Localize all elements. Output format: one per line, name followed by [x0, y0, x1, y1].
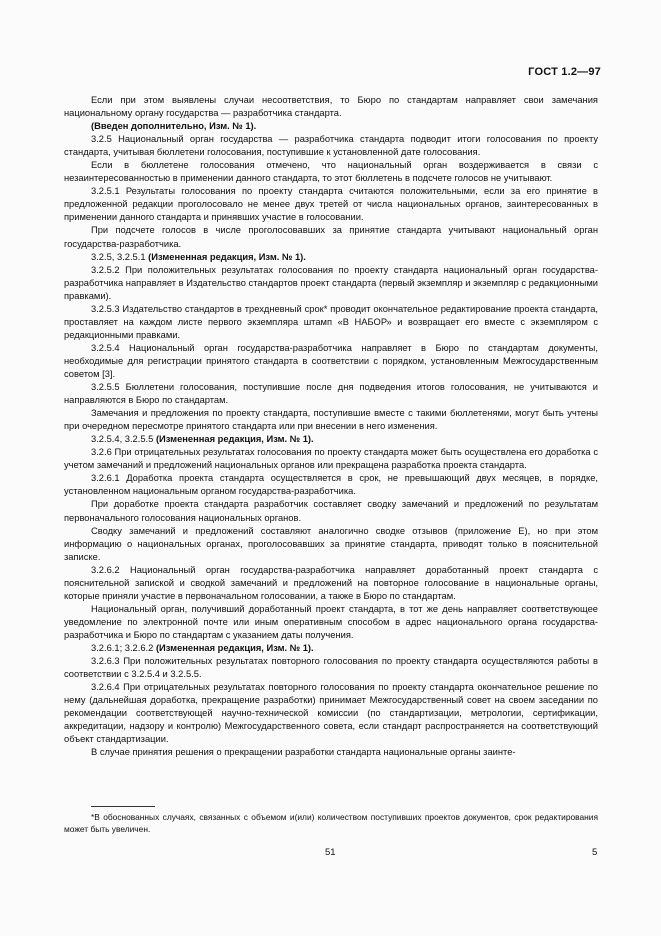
document-code-header: ГОСТ 1.2—97	[528, 66, 601, 78]
paragraph	[64, 655, 598, 681]
paragraph	[64, 472, 598, 498]
paragraph	[64, 264, 598, 303]
paragraph-text: 3.2.5 Национальный орган государства — разработчика стандарта подводит итоги голосования по проекту стандарта, учитывая бюллетени голосования, поступившие к установленной дате голосования.	[64, 134, 598, 158]
paragraph-text: При подсчете голосов в числе проголосовавших за принятие стандарта учитывают национальный орган государства-разработчика.	[64, 225, 598, 249]
footnote-divider	[91, 806, 155, 807]
paragraph-text: 3.2.6.3 При положительных результатах повторного голосования по проекту стандарта осуществляются работы в соответствии с 3.2.5.4 и 3.2.5.5.	[64, 656, 598, 680]
paragraph-text: 3.2.6.1 Доработка проекта стандарта осуществляется в срок, не превышающий двух месяцев, в порядке, установленном национальным органом государства-разработчика.	[64, 473, 598, 497]
paragraph	[64, 251, 598, 264]
paragraph-text: Если при этом выявлены случаи несоответствия, то Бюро по стандартам направляет свои замечания национальному органу государства — разработчика стандарта.	[64, 95, 598, 119]
paragraph	[64, 433, 598, 446]
paragraph-text: 3.2.5.5 Бюллетени голосования, поступившие после дня подведения итогов голосования, не учитываются и направляются в Бюро по стандартам.	[64, 382, 598, 406]
amendment-note: (Введен дополнительно, Изм. № 1).	[91, 121, 257, 132]
paragraph	[64, 224, 598, 250]
amendment-note: (Измененная редакция, Изм. № 1).	[155, 434, 314, 445]
paragraph-text: В случае принятия решения о прекращении разработки стандарта национальные органы заинте-	[91, 747, 516, 758]
paragraph-text: Национальный орган, получивший доработанный проект стандарта, в тот же день направляет соответствующее уведомление по электронной почте или иным оперативным способом в адрес национального органа государства-разработчика и Бюро по стандартам с указанием даты получения.	[64, 603, 598, 640]
paragraph-text: 3.2.5.2 При положительных результатах голосования по проекту стандарта национальный орган государства-разработчика направляет в Издательство стандартов проект стандарта (первый экземпляр и экземпляр с редакционными правками).	[64, 264, 598, 301]
paragraph-text: Если в бюллетене голосования отмечено, что национальный орган воздерживается в связи с незаинтересованностью в применении данного стандарта, то этот бюллетень в подсчете голосов не учитывают.	[64, 160, 598, 184]
paragraph	[64, 446, 598, 472]
paragraph-text: 3.2.5.3 Издательство стандартов в трехдневный срок* проводит окончательное редактирование проекта стандарта, проставляет на каждом листе первого экземпляра штамп «В НАБОР» и возвращает его вместе с экземпляром с редакционными правками.	[64, 303, 598, 340]
paragraph-text: 3.2.5.4, 3.2.5.5	[91, 434, 156, 445]
paragraph	[64, 746, 598, 759]
paragraph	[64, 94, 598, 120]
page-number: 51	[325, 847, 336, 858]
paragraph	[64, 133, 598, 159]
amendment-note: (Измененная редакция, Изм. № 1).	[148, 251, 306, 262]
paragraph	[64, 603, 598, 642]
paragraph	[64, 407, 598, 433]
footnote-text: *В обоснованных случаях, связанных с объемом и(или) количеством поступивших проектов документов, срок редактирования может быть увеличен.	[64, 812, 598, 835]
paragraph	[64, 525, 598, 564]
paragraph	[64, 159, 598, 185]
paragraph-text: При доработке проекта стандарта разработчик составляет сводку замечаний и предложений по результатам первоначального голосования национальных органов.	[64, 499, 598, 523]
paragraph-text: 3.2.6.2 Национальный орган государства-разработчика направляет доработанный проект стандарта с пояснительной запиской и сводкой замечаний и предложений на повторное голосование в национальные органы, которые приняли участие в первоначальном голосовании, а также в Бюро по стандартам.	[64, 564, 598, 601]
paragraph-text: 3.2.6 При отрицательных результатах голосования по проекту стандарта может быть осуществлена его доработка с учетом замечаний и предложений национальных органов или прекращена разработка проекта стандарта.	[64, 447, 598, 471]
paragraph	[64, 381, 598, 407]
paragraph	[64, 564, 598, 603]
paragraph-text: 3.2.6.4 При отрицательных результатах повторного голосования по проекту стандарта окончательное решение по нему (дальнейшая доработка, прекращение разработки) принимает Межгосударственный совет на своем заседании по рекомендации соответствующей научно-технической комиссии (по стандартизации, метрологии, сертификации, аккредитации, надзору и контролю) Межгосударственного совета, если стандарт распространяется на соответствующий объект стандартизации.	[64, 682, 598, 745]
paragraph-text: 3.2.5.1 Результаты голосования по проекту стандарта считаются положительными, если за его принятие в предложенной редакции проголосовало не менее двух третей от числа национальных органов, заинтересованных в применении данного стандарта и принявших участие в голосовании.	[64, 186, 598, 223]
paragraph	[64, 303, 598, 342]
paragraph	[64, 681, 598, 746]
paragraph	[64, 498, 598, 524]
paragraph	[64, 342, 598, 381]
paragraph-text: 3.2.5.4 Национальный орган государства-разработчика направляет в Бюро по стандартам документы, необходимые для регистрации принятого стандарта в соответствии с порядком, установленным Межгосударственным советом [3].	[64, 342, 598, 379]
footnote	[64, 811, 598, 836]
paragraph-text: Сводку замечаний и предложений составляют аналогично сводке отзывов (приложение Е), но при этом информацию о национальных органах, проголосовавших за принятие стандарта, приводят только в пояснительной записке.	[64, 525, 598, 562]
paragraph-text: 3.2.6.1; 3.2.6.2	[91, 642, 156, 653]
sheet-number: 5	[592, 847, 598, 858]
paragraph	[64, 642, 598, 655]
paragraph-text: 3.2.5, 3.2.5.1	[91, 251, 149, 262]
paragraph	[64, 185, 598, 224]
paragraph-text: Замечания и предложения по проекту стандарта, поступившие вместе с такими бюллетенями, могут быть учтены при очередном пересмотре принятого стандарта или при внесении в него изменения.	[64, 408, 598, 432]
amendment-note: (Измененная редакция, Изм. № 1).	[155, 642, 314, 653]
paragraph	[64, 120, 598, 133]
body-text	[64, 94, 598, 759]
